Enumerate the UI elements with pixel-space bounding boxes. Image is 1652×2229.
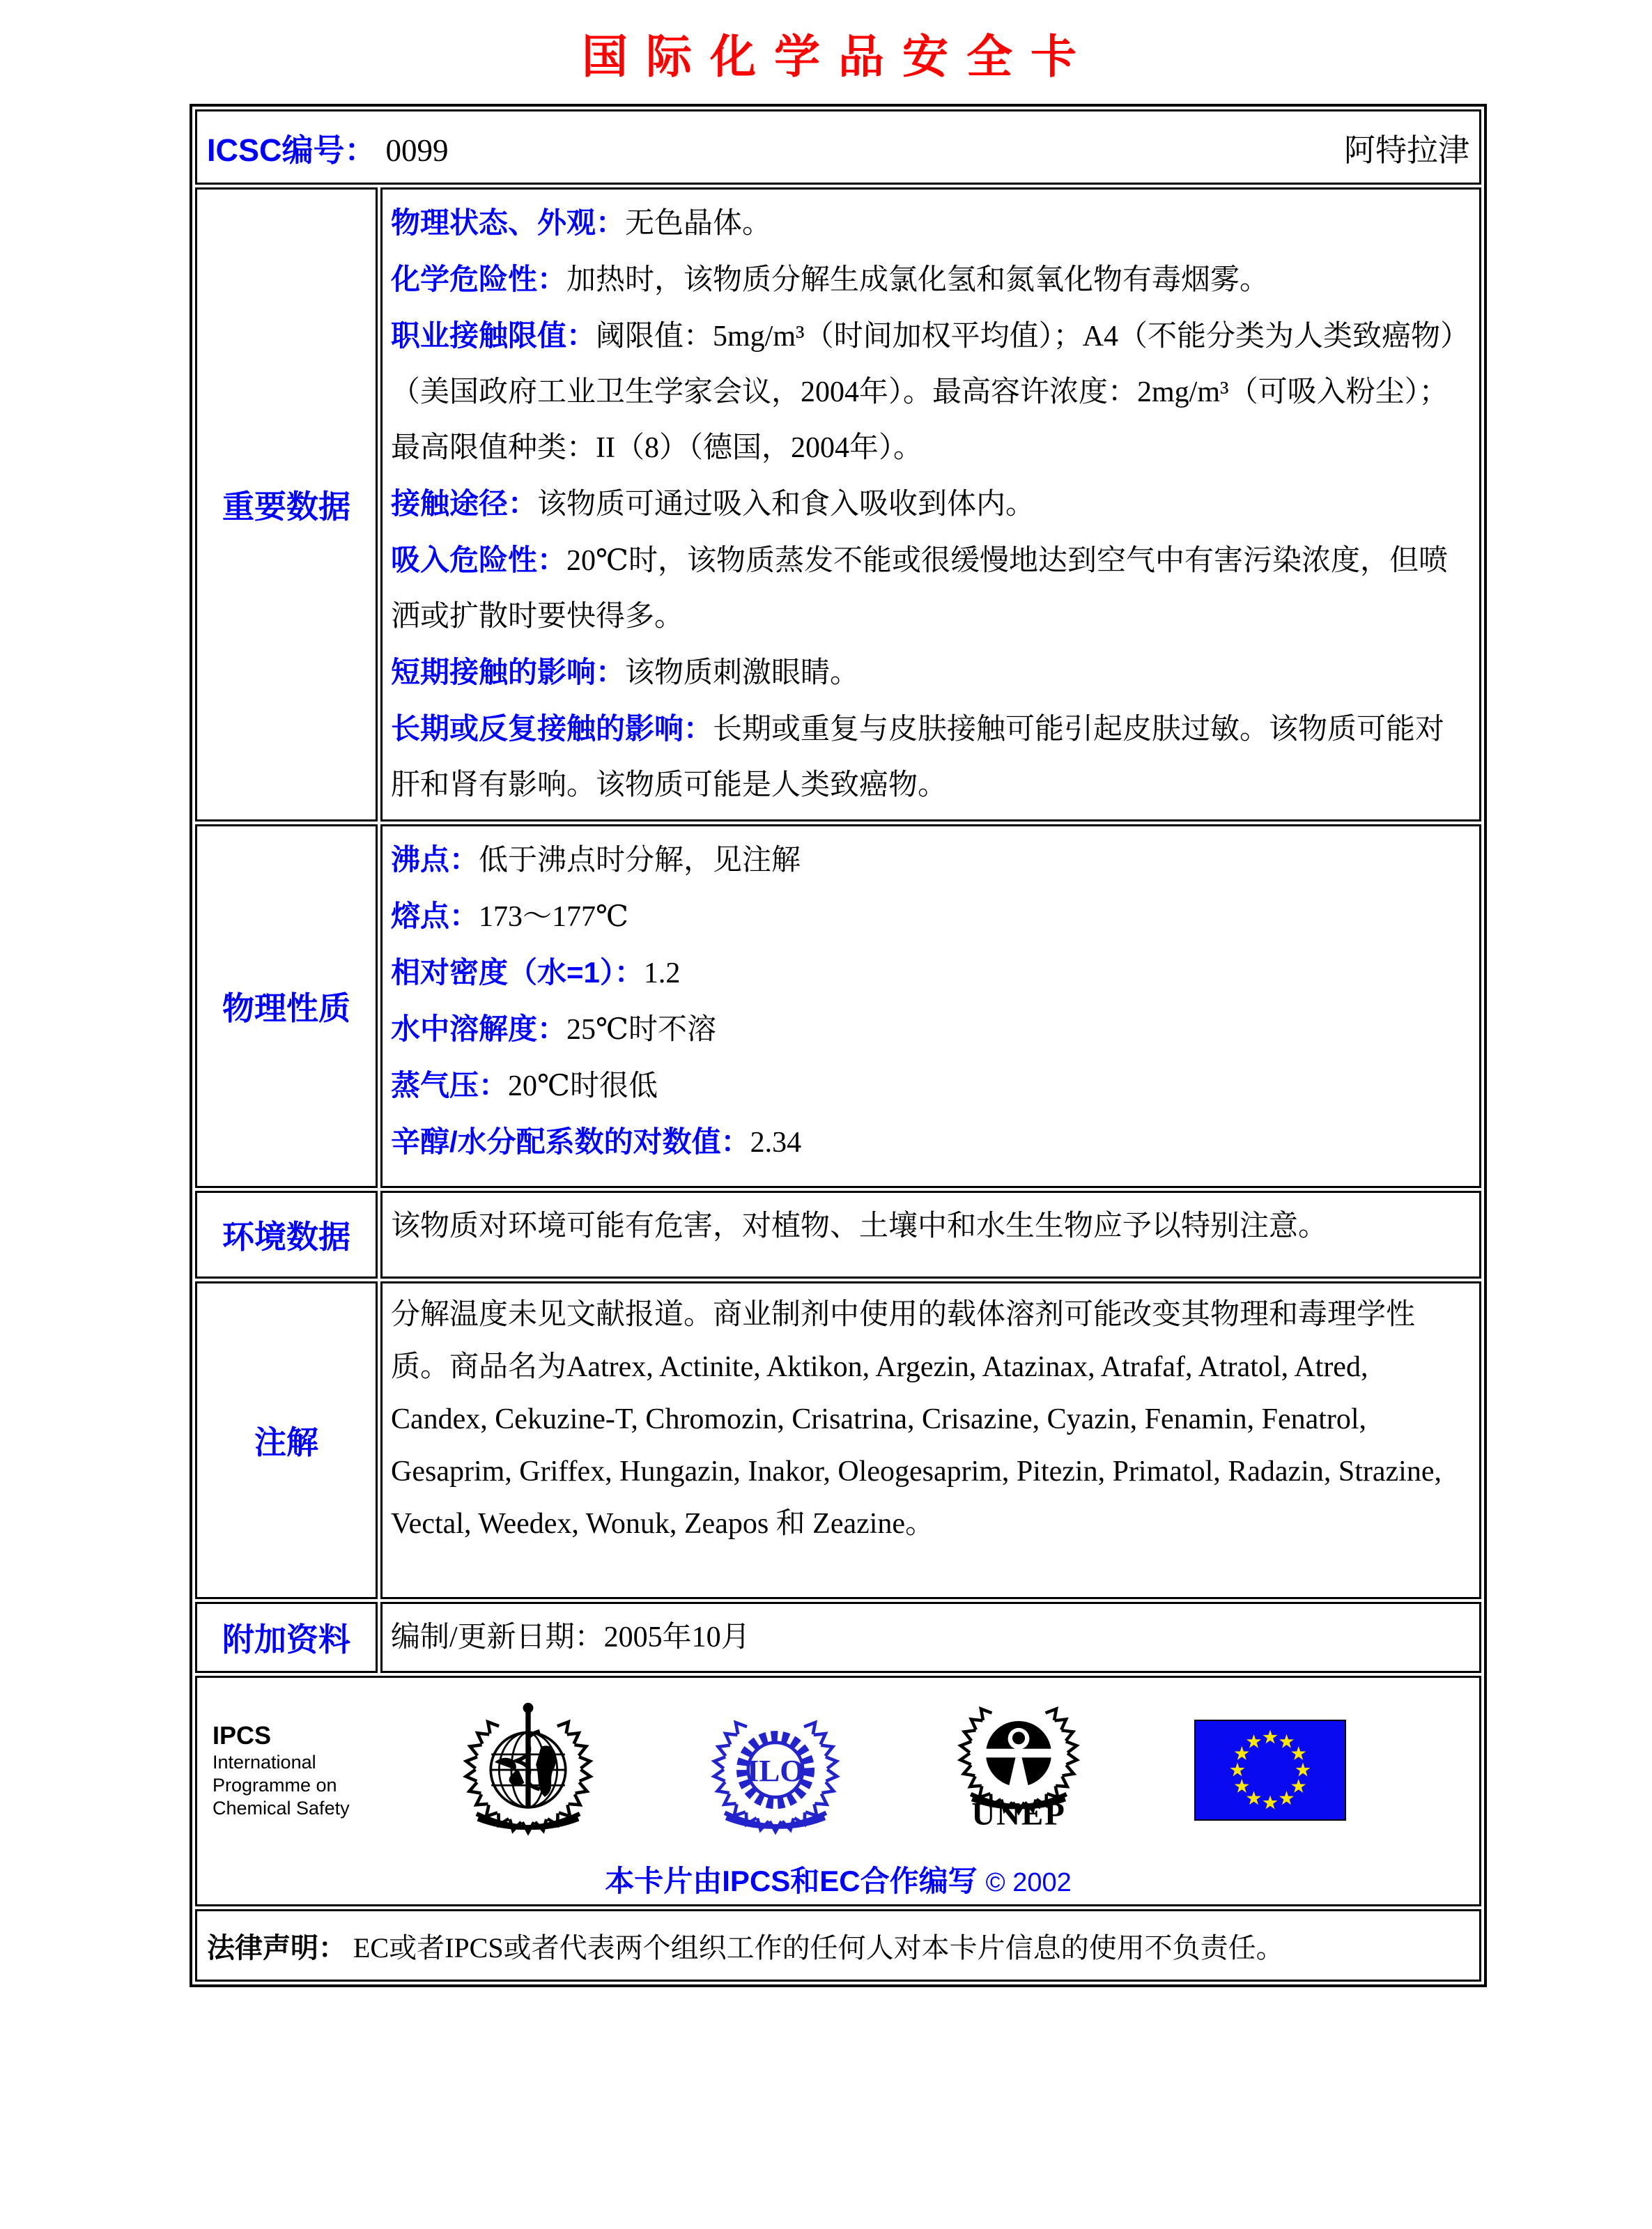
ipcs-block bbox=[213, 1720, 350, 1820]
item-label: 沸点： bbox=[391, 843, 479, 876]
physical-properties-content bbox=[380, 824, 1481, 1188]
important-data-row bbox=[195, 187, 1481, 822]
item-text: 173～177℃ bbox=[479, 901, 628, 933]
item-text: 阈限值：5mg/m³（时间加权平均值）；A4（不能分类为人类致癌物）（美国政府工业卫生学家会议，2004年）。最高容许浓度：2mg/m³（可吸入粉尘）；最高限值种类：II（8）（德国，2004年）。 bbox=[391, 321, 1455, 464]
item-label: 水中溶解度： bbox=[391, 1012, 567, 1045]
item-label: 长期或反复接触的影响： bbox=[391, 712, 713, 745]
unep-label: UNEP bbox=[971, 1796, 1066, 1833]
item-label: 辛醇/水分配系数的对数值： bbox=[391, 1125, 750, 1158]
section-label-notes: 注解 bbox=[195, 1281, 378, 1599]
item-label: 职业接触限值： bbox=[391, 319, 596, 352]
legal-label: 法律声明： bbox=[207, 1932, 346, 1964]
legal-cell bbox=[195, 1909, 1481, 1982]
additional-text: 编制/更新日期：2005年10月 bbox=[391, 1621, 750, 1653]
item-text: 加热时，该物质分解生成氯化氢和氮氧化物有毒烟雾。 bbox=[566, 264, 1269, 296]
item-text: 无色晶体。 bbox=[625, 208, 772, 240]
data-item bbox=[391, 476, 1468, 532]
item-text: 长期或重复与皮肤接触可能引起皮肤过敏。该物质可能对肝和肾有影响。该物质可能是人类致癌物。 bbox=[391, 714, 1445, 801]
item-label: 熔点： bbox=[391, 900, 479, 932]
environment-data-row bbox=[195, 1191, 1481, 1279]
logos-cell bbox=[195, 1676, 1481, 1906]
data-item bbox=[391, 195, 1468, 252]
caption-text: 本卡片由IPCS和EC合作编写 bbox=[605, 1865, 978, 1897]
section-label-physical: 物理性质 bbox=[195, 824, 378, 1188]
item-label: 接触途径： bbox=[391, 487, 538, 520]
icsc-number-group bbox=[207, 125, 449, 170]
data-item bbox=[391, 945, 1468, 1001]
item-text: 该物质可通过吸入和食入吸收到体内。 bbox=[537, 488, 1035, 520]
data-item bbox=[391, 1001, 1468, 1058]
page-title: 国际化学品安全卡 bbox=[582, 31, 1095, 82]
important-data-content bbox=[380, 187, 1481, 822]
item-label: 吸入危险性： bbox=[391, 543, 567, 576]
item-text: 20℃时很低 bbox=[508, 1070, 658, 1102]
item-text: 25℃时不溶 bbox=[566, 1014, 716, 1046]
who-logo-icon bbox=[458, 1700, 598, 1841]
physical-properties-row bbox=[195, 824, 1481, 1188]
icsc-number-value: 0099 bbox=[385, 132, 449, 168]
legal-text: EC或者IPCS或者代表两个组织工作的任何人对本卡片信息的使用不负责任。 bbox=[353, 1931, 1284, 1964]
data-item bbox=[391, 832, 1468, 888]
item-text: 2.34 bbox=[750, 1127, 802, 1159]
section-label-important: 重要数据 bbox=[195, 187, 378, 822]
chemical-name: 阿特拉津 bbox=[1343, 132, 1469, 168]
ipcs-line: Chemical Safety bbox=[213, 1798, 350, 1819]
data-item bbox=[391, 252, 1468, 308]
item-text: 该物质刺激眼睛。 bbox=[625, 657, 860, 689]
data-item bbox=[391, 645, 1468, 701]
environment-data-content bbox=[380, 1191, 1481, 1279]
item-text: 低于沸点时分解，见注解 bbox=[479, 844, 801, 877]
ipcs-title: IPCS bbox=[213, 1721, 272, 1750]
section-label-additional: 附加资料 bbox=[195, 1602, 378, 1673]
item-text: 20℃时，该物质蒸发不能或很缓慢地达到空气中有害污染浓度，但喷洒或扩散时要快得多。 bbox=[391, 545, 1449, 633]
section-label-environment: 环境数据 bbox=[195, 1191, 378, 1279]
legal-row bbox=[195, 1909, 1481, 1982]
item-label: 化学危险性： bbox=[391, 263, 567, 295]
notes-text: 分解温度未见文献报道。商业制剂中使用的载体溶剂可能改变其物理和毒理学性质。商品名为Aatrex, Actinite, Aktikon, Argezin, Atazinax, Atrafaf, Atratol, Atred, Candex, Cekuzine-T, Chromozin, Crisatrina, Crisazine, Cyazin, Fenamin, Fenatrol, Gesaprim, Griffex, Hungazin, Inakor, Oleogesaprim, Pitezin, Primatol, Radazin, Strazine, Vectal, Weedex, Wonuk, Zeapos 和 Zeazine。 bbox=[391, 1299, 1442, 1540]
data-item bbox=[391, 1058, 1468, 1114]
header-row bbox=[195, 109, 1481, 185]
data-item bbox=[391, 1114, 1468, 1171]
header-cell bbox=[195, 109, 1481, 185]
eu-flag-icon bbox=[1194, 1720, 1346, 1821]
environment-text: 该物质对环境可能有危害，对植物、土壤中和水生生物应予以特别注意。 bbox=[391, 1210, 1328, 1242]
data-item bbox=[391, 888, 1468, 945]
data-item bbox=[391, 532, 1468, 645]
icsc-number-label: ICSC编号： bbox=[207, 132, 376, 168]
item-text: 1.2 bbox=[643, 957, 681, 989]
ipcs-line: International bbox=[213, 1752, 316, 1773]
ilo-logo-icon bbox=[707, 1702, 844, 1839]
logos-row bbox=[195, 1676, 1481, 1906]
item-label: 蒸气压： bbox=[391, 1069, 509, 1102]
item-label: 短期接触的影响： bbox=[391, 656, 626, 688]
additional-info-content bbox=[380, 1602, 1481, 1673]
unep-logo-icon bbox=[952, 1688, 1085, 1853]
item-label: 物理状态、外观： bbox=[391, 206, 626, 239]
additional-info-row bbox=[195, 1602, 1481, 1673]
notes-row bbox=[195, 1281, 1481, 1599]
notes-content bbox=[380, 1281, 1481, 1599]
data-item bbox=[391, 308, 1468, 476]
footer-caption bbox=[208, 1858, 1468, 1900]
safety-card-table bbox=[190, 104, 1487, 1987]
ilo-label: ILO bbox=[746, 1752, 804, 1788]
data-item bbox=[391, 701, 1468, 813]
item-label: 相对密度（水=1）： bbox=[391, 956, 644, 989]
ipcs-line: Programme on bbox=[213, 1775, 337, 1796]
caption-year: © 2002 bbox=[985, 1868, 1072, 1897]
